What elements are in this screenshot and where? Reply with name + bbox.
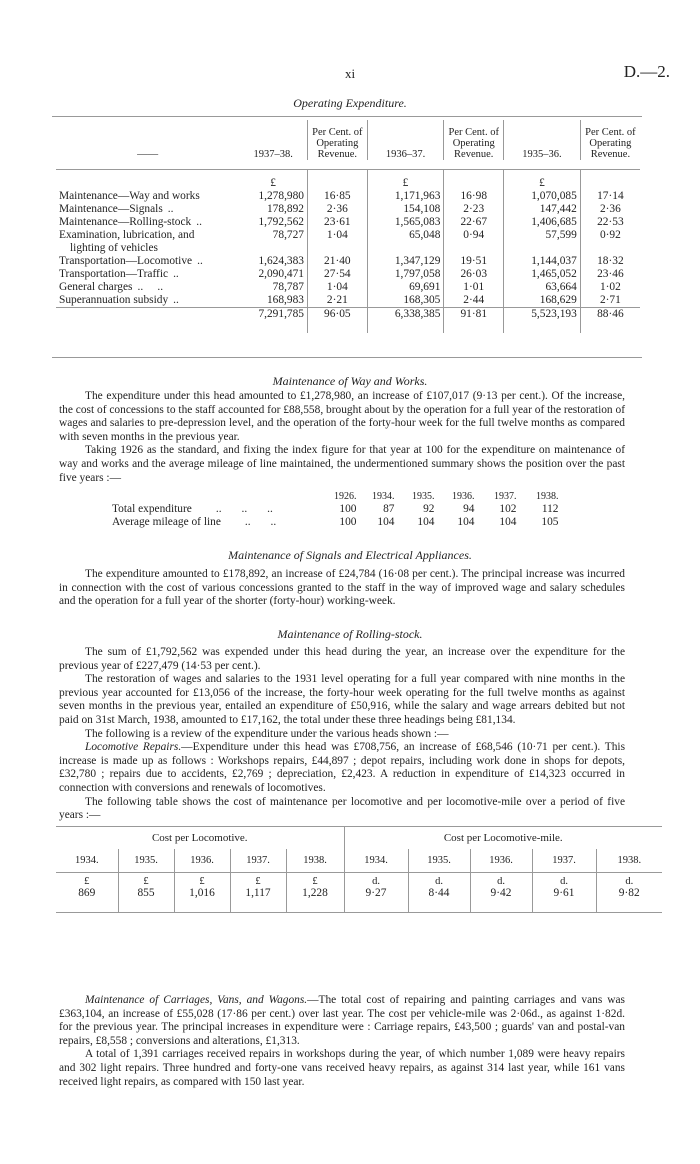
col-header-percent-2: Per Cent. of Operating Revenue. bbox=[444, 120, 504, 160]
loco-unit: £ bbox=[230, 873, 286, 887]
expenditure-item-label bbox=[56, 190, 239, 203]
expenditure-item-label bbox=[56, 281, 239, 294]
expenditure-cell-p1 bbox=[308, 242, 368, 255]
currency-3: £ bbox=[504, 170, 581, 190]
page-number: xi bbox=[344, 66, 356, 81]
expenditure-item-label bbox=[56, 216, 239, 229]
index-year: 1937. bbox=[494, 491, 517, 502]
locomotive-repairs-text: —Expenditure under this head was £708,756, an increase of £68,546 (10·71 per cent.). This increase is made up as follows : Workshops repairs, £44,897 ; depot repairs, including work done in shops for depots, £32,780 ; repairs due to accidents, £2,769 ; depreciation, £2,423. A reduction in expenditure of £14,323 occurred in connection with conversions and renewals of locomotives. bbox=[59, 741, 625, 794]
item-name: Superannuation subsidy bbox=[59, 293, 169, 306]
expenditure-cell-p1: 27·54 bbox=[308, 268, 368, 281]
expenditure-cell-p1: 16·85 bbox=[308, 190, 368, 203]
expenditure-cell-v3: 168,629 bbox=[504, 294, 581, 308]
item-name: General charges bbox=[59, 280, 133, 293]
expenditure-item-label bbox=[56, 268, 239, 281]
expenditure-row bbox=[56, 229, 640, 242]
index-value: 100 bbox=[339, 503, 357, 515]
cost-per-locomotive-value: 869 bbox=[78, 886, 96, 899]
cost-per-locomotive-value: 1,016 bbox=[174, 887, 230, 913]
col-header-item: —— bbox=[137, 149, 159, 160]
expenditure-cell-p1: 2·21 bbox=[308, 294, 368, 308]
expenditure-cell-v2: 154,108 bbox=[367, 203, 444, 216]
index-label: Average mileage of line bbox=[112, 516, 221, 528]
leader-dots: .. bbox=[173, 267, 179, 280]
expenditure-cell-p3: 1·02 bbox=[580, 281, 640, 294]
expenditure-cell-p1: 21·40 bbox=[308, 255, 368, 268]
item-name: Transportation—Traffic bbox=[59, 267, 169, 280]
expenditure-cell-p2: 2·44 bbox=[444, 294, 504, 308]
expenditure-row bbox=[56, 203, 640, 216]
cost-per-mile-value: 9·42 bbox=[470, 887, 532, 913]
loco-year-header: 1934. bbox=[344, 849, 408, 873]
leader-dots: .. bbox=[167, 202, 174, 215]
total-1936-37: 6,338,385 bbox=[367, 307, 444, 333]
index-value: 112 bbox=[541, 503, 559, 515]
expenditure-cell-v1: 168,983 bbox=[266, 293, 304, 306]
expenditure-item-label bbox=[56, 203, 239, 216]
expenditure-cell-v3: 1,144,037 bbox=[504, 255, 581, 268]
index-value: 92 bbox=[423, 503, 435, 515]
index-year: 1934. bbox=[372, 491, 395, 502]
expenditure-row bbox=[56, 216, 640, 229]
expenditure-cell-v3: 1,465,052 bbox=[504, 268, 581, 281]
expenditure-row bbox=[56, 190, 640, 203]
expenditure-cell-v2: 1,565,083 bbox=[367, 216, 444, 229]
carriages-paragraph-1 bbox=[59, 994, 625, 1048]
total-percent-2: 91·81 bbox=[444, 307, 504, 333]
col-header-1937-38: 1937–38. bbox=[253, 149, 293, 160]
expenditure-cell-p3: 0·92 bbox=[580, 229, 640, 242]
loco-unit: d. bbox=[470, 873, 532, 887]
index-value: 102 bbox=[499, 503, 517, 515]
expenditure-cell-v3: 1,070,085 bbox=[504, 190, 581, 203]
document-reference: D.—2. bbox=[623, 62, 670, 81]
expenditure-cell-v2: 1,797,058 bbox=[367, 268, 444, 281]
cost-per-mile-value: 9·82 bbox=[596, 887, 662, 913]
cost-per-mile-value: 9·61 bbox=[532, 887, 596, 913]
expenditure-cell-v3: 57,599 bbox=[504, 229, 581, 242]
expenditure-cell-p3: 2·71 bbox=[580, 294, 640, 308]
loco-year-header: 1936. bbox=[470, 849, 532, 873]
signals-title: Maintenance of Signals and Electrical Appliances. bbox=[228, 548, 472, 562]
expenditure-cell-v1: 78,727 bbox=[272, 228, 304, 241]
expenditure-cell-v2: 65,048 bbox=[367, 229, 444, 242]
currency-1: £ bbox=[270, 176, 276, 189]
item-name: Maintenance—Signals bbox=[59, 202, 163, 215]
expenditure-cell-v2: 69,691 bbox=[367, 281, 444, 294]
expenditure-cell-v3: 63,664 bbox=[504, 281, 581, 294]
index-row-label bbox=[112, 516, 334, 529]
currency-2: £ bbox=[367, 170, 444, 190]
expenditure-item-label bbox=[56, 242, 239, 255]
locomotive-repairs-heading: Locomotive Repairs. bbox=[85, 741, 182, 754]
cost-per-locomotive-mile-header: Cost per Locomotive-mile. bbox=[344, 827, 662, 849]
leader-dots: .. bbox=[197, 254, 203, 267]
item-name: Examination, lubrication, and bbox=[59, 228, 195, 241]
total-percent-3: 88·46 bbox=[580, 307, 640, 333]
col-header-percent-3: Per Cent. of Operating Revenue. bbox=[580, 120, 640, 160]
index-value: 100 bbox=[339, 516, 357, 528]
expenditure-cell-p3: 2·36 bbox=[580, 203, 640, 216]
expenditure-row bbox=[56, 242, 640, 255]
expenditure-cell-p3 bbox=[580, 242, 640, 255]
loco-unit: d. bbox=[408, 873, 470, 887]
expenditure-cell-v2: 1,171,963 bbox=[367, 190, 444, 203]
rolling-stock-section bbox=[59, 646, 625, 823]
operating-expenditure-table bbox=[56, 120, 640, 333]
expenditure-cell-v2 bbox=[367, 242, 444, 255]
index-row-label bbox=[112, 503, 334, 516]
index-year: 1936. bbox=[452, 491, 475, 502]
carriages-text: —The total cost of repairing and painting carriages and vans was £363,104, an increase of £55,028 (17·86 per cent.) over last year. The cost per vehicle-mile was 2·06d., as against 1·82d. for the previous year. The principal increases in expenditure were : Carriage repairs, £43,500 ; guards' van and postal-van repairs, £8,558 ; conversions and alterations, £1,313. bbox=[59, 994, 625, 1047]
item-name: Maintenance—Way and works bbox=[59, 189, 200, 202]
expenditure-cell-p2: 22·67 bbox=[444, 216, 504, 229]
total-1937-38: 7,291,785 bbox=[239, 307, 307, 333]
expenditure-cell-v3: 1,406,685 bbox=[504, 216, 581, 229]
expenditure-cell-v3: 147,442 bbox=[504, 203, 581, 216]
index-value: 104 bbox=[377, 516, 395, 528]
signals-section bbox=[59, 568, 625, 609]
locomotive-repairs-paragraph bbox=[59, 741, 625, 795]
index-value: 104 bbox=[499, 516, 517, 528]
item-name: Transportation—Locomotive bbox=[59, 254, 193, 267]
loco-unit: £ bbox=[174, 873, 230, 887]
rolling-stock-paragraph-2: The restoration of wages and salaries to the 1931 level operating for a full year compared with nine months in the previous year accounted for £13,056 of the increase, the forty-hour week operating for the full twelve months as against seven months in the previous year, entailed an expenditure of £50,916, while the salary and wage arrears debited but not paid on 31st March, 1938, amounted to £17,162, the total under these three headings being £81,134. bbox=[59, 673, 625, 726]
table-bottom-rule bbox=[52, 357, 642, 358]
index-value: 104 bbox=[417, 516, 435, 528]
cost-per-locomotive-header: Cost per Locomotive. bbox=[151, 831, 248, 844]
index-year: 1935. bbox=[412, 491, 435, 502]
cost-per-locomotive-value: 1,117 bbox=[230, 887, 286, 913]
rolling-stock-paragraph-4: The following table shows the cost of maintenance per locomotive and per locomotive-mile over a period of five years :— bbox=[59, 795, 625, 822]
loco-year-header: 1935. bbox=[118, 849, 174, 873]
cost-per-mile-value: 8·44 bbox=[408, 887, 470, 913]
leader-dots: .. .. bbox=[244, 516, 277, 528]
expenditure-cell-p1: 2·36 bbox=[308, 203, 368, 216]
expenditure-cell-p1: 1·04 bbox=[308, 229, 368, 242]
expenditure-item-label bbox=[56, 229, 239, 242]
index-year: 1938. bbox=[536, 491, 559, 502]
expenditure-row bbox=[56, 268, 640, 281]
leader-dots: .. .. .. bbox=[215, 503, 273, 515]
loco-unit: d. bbox=[596, 873, 662, 887]
expenditure-cell-p2: 0·94 bbox=[444, 229, 504, 242]
expenditure-cell-v1: 1,792,562 bbox=[258, 215, 304, 228]
expenditure-cell-v2: 168,305 bbox=[367, 294, 444, 308]
col-header-1936-37: 1936–37. bbox=[367, 120, 444, 160]
index-value: 104 bbox=[457, 516, 475, 528]
cost-per-mile-value: 9·27 bbox=[344, 887, 408, 913]
total-percent-1: 96·05 bbox=[308, 307, 368, 333]
expenditure-cell-v2: 1,347,129 bbox=[367, 255, 444, 268]
way-works-section bbox=[59, 390, 625, 485]
col-header-1935-36: 1935–36. bbox=[504, 120, 581, 160]
item-name: lighting of vehicles bbox=[70, 241, 158, 254]
expenditure-cell-p1: 23·61 bbox=[308, 216, 368, 229]
operating-expenditure-title: Operating Expenditure. bbox=[293, 96, 407, 110]
item-name: Maintenance—Rolling-stock bbox=[59, 215, 192, 228]
rolling-stock-title: Maintenance of Rolling-stock. bbox=[277, 627, 423, 641]
carriages-paragraph-2: A total of 1,391 carriages received repairs in workshops during the year, of which number 1,089 were heavy repairs and 302 light repairs. Three hundred and forty-one vans received heavy repairs, as against 314 last year, while 161 vans received light repairs, as compared with 150 last year. bbox=[59, 1048, 625, 1088]
expenditure-cell-p1: 1·04 bbox=[308, 281, 368, 294]
cost-per-locomotive-value: 1,228 bbox=[286, 887, 344, 913]
carriages-section bbox=[59, 994, 625, 1089]
rolling-stock-paragraph-3: The following is a review of the expenditure under the various heads shown :— bbox=[85, 727, 449, 740]
expenditure-cell-p3: 18·32 bbox=[580, 255, 640, 268]
way-works-title: Maintenance of Way and Works. bbox=[272, 374, 428, 388]
expenditure-cell-v1: 1,278,980 bbox=[258, 189, 304, 202]
carriages-heading: Maintenance of Carriages, Vans, and Wagons. bbox=[85, 994, 308, 1006]
col-header-percent-1: Per Cent. of Operating Revenue. bbox=[308, 120, 368, 160]
expenditure-cell-v1: 2,090,471 bbox=[258, 267, 304, 280]
expenditure-cell-v3 bbox=[504, 242, 581, 255]
index-row bbox=[112, 516, 559, 529]
expenditure-row bbox=[56, 281, 640, 294]
way-works-paragraph-2: Taking 1926 as the standard, and fixing the index figure for that year at 100 for the expenditure on maintenance of way and works and the average mileage of line maintained, the undermentioned summary shows the position over the past five years :— bbox=[59, 444, 625, 484]
expenditure-cell-v1: 78,787 bbox=[272, 280, 304, 293]
index-row bbox=[112, 503, 559, 516]
expenditure-row bbox=[56, 294, 640, 308]
cost-per-locomotive-value: 855 bbox=[118, 887, 174, 913]
expenditure-cell-v1 bbox=[239, 242, 307, 255]
expenditure-cell-p2: 2·23 bbox=[444, 203, 504, 216]
way-works-paragraph-1: The expenditure under this head amounted to £1,278,980, an increase of £107,017 (9·13 per cent.). Of the increase, the cost of concessions to the staff accounted for £88,558, brought about by the operation for a full year of the restoration of wages and salaries to pre-depression level, and the operation of the forty-hour week for the full twelve months as compared with seven months in the previous year. bbox=[59, 390, 625, 443]
loco-unit: £ bbox=[286, 873, 344, 887]
expenditure-cell-p2 bbox=[444, 242, 504, 255]
signals-paragraph: The expenditure amounted to £178,892, an increase of £24,784 (16·08 per cent.). The principal increase was incurred in connection with the cost of various concessions granted to the staff in the way of improved wage and salary schedules and the operation for a full year of the shorter (forty-hour) working-week. bbox=[59, 568, 625, 608]
expenditure-item-label bbox=[56, 294, 239, 308]
expenditure-cell-p2: 26·03 bbox=[444, 268, 504, 281]
expenditure-cell-p2: 16·98 bbox=[444, 190, 504, 203]
expenditure-cell-p3: 22·53 bbox=[580, 216, 640, 229]
locomotive-cost-table bbox=[56, 826, 662, 913]
index-value: 105 bbox=[541, 516, 559, 528]
total-1935-36: 5,523,193 bbox=[504, 307, 581, 333]
loco-unit: £ bbox=[118, 873, 174, 887]
index-year: 1926. bbox=[334, 491, 357, 502]
leader-dots: .. bbox=[173, 293, 179, 306]
expenditure-cell-v1: 178,892 bbox=[266, 202, 304, 215]
expenditure-cell-v1: 1,624,383 bbox=[258, 254, 304, 267]
loco-year-header: 1937. bbox=[230, 849, 286, 873]
expenditure-cell-p2: 1·01 bbox=[444, 281, 504, 294]
rolling-stock-paragraph-1: The sum of £1,792,562 was expended under this head during the year, an increase over the expenditure for the previous year of £227,479 (14·53 per cent.). bbox=[59, 646, 625, 672]
index-label: Total expenditure bbox=[112, 503, 192, 515]
loco-year-header: 1938. bbox=[286, 849, 344, 873]
expenditure-item-label bbox=[56, 255, 239, 268]
loco-year-header: 1936. bbox=[174, 849, 230, 873]
expenditure-cell-p3: 17·14 bbox=[580, 190, 640, 203]
index-value: 94 bbox=[463, 503, 475, 515]
loco-unit: £ bbox=[84, 875, 90, 887]
loco-year-header: 1934. bbox=[74, 854, 99, 866]
expenditure-cell-p3: 23·46 bbox=[580, 268, 640, 281]
index-value: 87 bbox=[383, 503, 395, 515]
table-top-rule bbox=[52, 116, 642, 117]
loco-year-header: 1938. bbox=[596, 849, 662, 873]
loco-year-header: 1937. bbox=[532, 849, 596, 873]
expenditure-row bbox=[56, 255, 640, 268]
loco-unit: d. bbox=[532, 873, 596, 887]
loco-unit: d. bbox=[344, 873, 408, 887]
leader-dots: .. .. bbox=[137, 280, 164, 293]
leader-dots: .. bbox=[196, 215, 202, 228]
index-figure-table bbox=[112, 490, 559, 529]
loco-year-header: 1935. bbox=[408, 849, 470, 873]
expenditure-cell-p2: 19·51 bbox=[444, 255, 504, 268]
